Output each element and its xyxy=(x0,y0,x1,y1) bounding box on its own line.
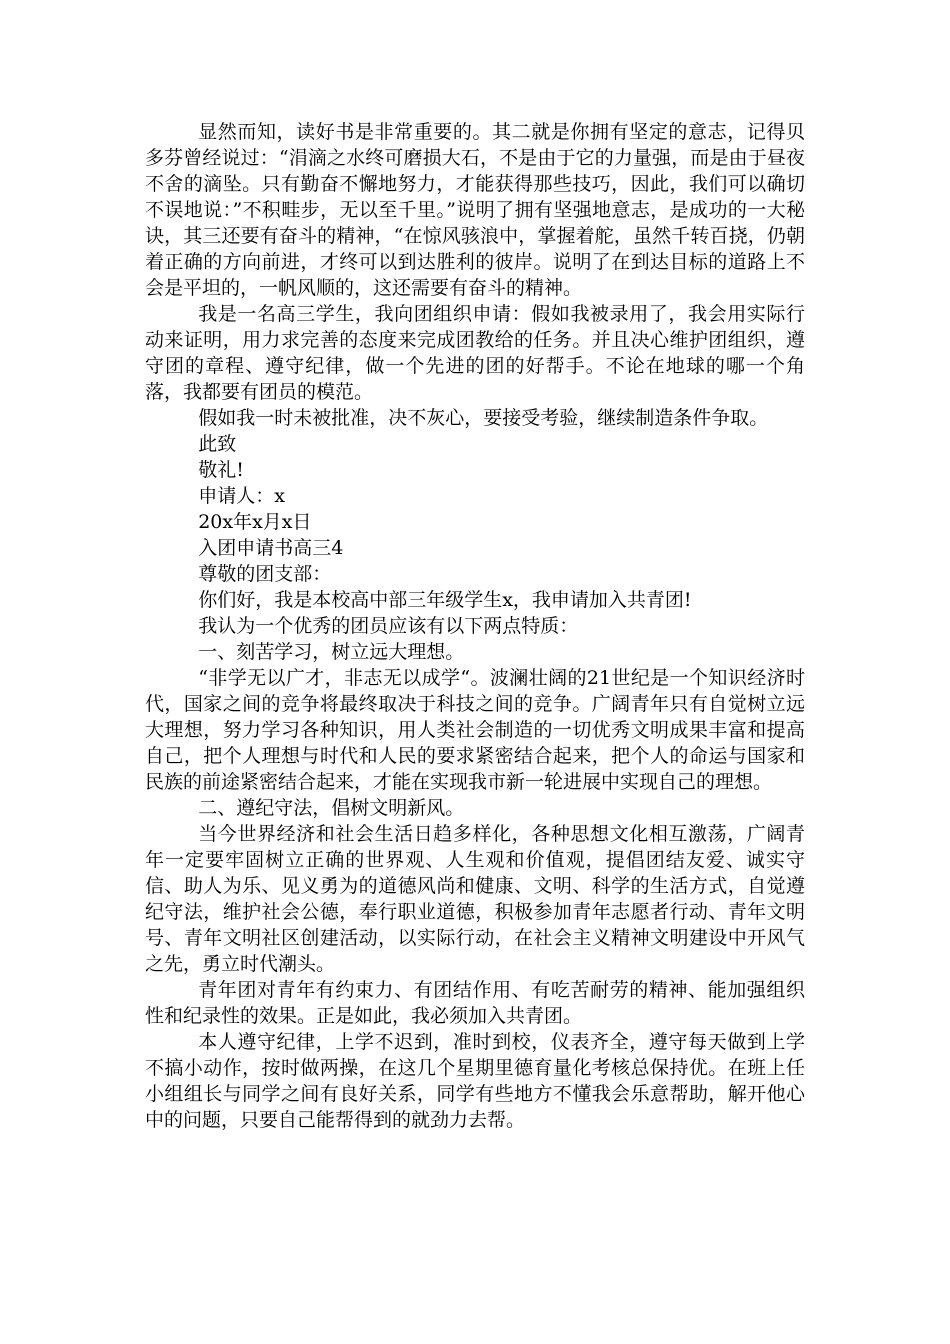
date-line: 20x年x月x日 xyxy=(198,511,312,533)
section-title: 入团申请书高三4 xyxy=(198,537,344,559)
salutation-line: 此致 xyxy=(198,433,237,455)
greeting-line: 你们好，我是本校高中部三年级学生x，我申请加入共青团! xyxy=(198,589,692,611)
intro-line: 我认为一个优秀的团员应该有以下两点特质： xyxy=(198,615,579,637)
body-paragraph: 当今世界经济和社会生活日趋多样化，各种思想文化相互激荡，广阔青年一定要牢固树立正确的世界观、人生观和价值观，提倡团结友爱、诚实守信、助人为乐、见义勇为的道德风尚和健康、文明、科学的生活方式，自觉遵纪守法，维护社会公德，奉行职业道德，积极参加青年志愿者行动、青年文明号、青年文明社区创建活动，以实际行动，在社会主义精神文明建设中开风气之先，勇立时代潮头。 xyxy=(145,823,805,975)
body-paragraph: 本人遵守纪律，上学不迟到，准时到校，仪表齐全，遵守每天做到上学不搞小动作，按时做两操，在这几个星期里德育量化考核总保持优。在班上任小组组长与同学之间有良好关系，同学有些地方不懂我会乐意帮助，解开他心中的问题，只要自己能帮得到的就劲力去帮。 xyxy=(145,1031,805,1131)
salutation-line: 敬礼! xyxy=(198,459,244,481)
body-paragraph: “非学无以广才，非志无以成学“。波澜壮阔的21世纪是一个知识经济时代，国家之间的竞争将最终取决于科技之间的竞争。广阔青年只有自觉树立远大理想，努力学习各种知识，用人类社会制造的一切优秀文明成果丰富和提高自己，把个人理想与时代和人民的要求紧密结合起来，把个人的命运与国家和民族的前途紧密结合起来，才能在实现我市新一轮进展中实现自己的理想。 xyxy=(145,667,805,793)
body-paragraph: 假如我一时未被批准，决不灰心，要接受考验，继续制造条件争取。 xyxy=(198,407,769,429)
addressee-line: 尊敬的团支部： xyxy=(198,563,332,585)
body-paragraph: 青年团对青年有约束力、有团结作用、有吃苦耐劳的精神、能加强组织性和纪录性的效果。正是如此，我必须加入共青团。 xyxy=(145,979,805,1027)
point-heading: 一、刻苦学习，树立远大理想。 xyxy=(198,641,465,663)
body-paragraph: 显然而知，读好书是非常重要的。其二就是你拥有坚定的意志，记得贝多芬曾经说过：“涓滴之水终可磨损大石，不是由于它的力量强，而是由于昼夜不舍的滴坠。只有勤奋不懈地努力，才能获得那些技巧，因此，我们可以确切不误地说：”不积畦步，无以至千里。”说明了拥有坚强地意志，是成功的一大秘诀，其三还要有奋斗的精神，“在惊风骇浪中，掌握着舵，虽然千转百挠，仍朝着正确的方向前进，才终可以到达胜利的彼岸。说明了在到达目标的道路上不会是平坦的，一帆风顺的，这还需要有奋斗的精神。 xyxy=(145,121,805,299)
document-page xyxy=(145,119,805,1133)
point-heading: 二、遵纪守法，倡树文明新风。 xyxy=(198,797,465,819)
body-paragraph: 我是一名高三学生，我向团组织申请：假如我被录用了，我会用实际行动来证明，用力求完善的态度来完成团教给的任务。并且决心维护团组织，遵守团的章程、遵守纪律，做一个先进的团的好帮手。不论在地球的哪一个角落，我都要有团员的模范。 xyxy=(145,303,805,403)
applicant-line: 申请人：x xyxy=(198,485,285,507)
